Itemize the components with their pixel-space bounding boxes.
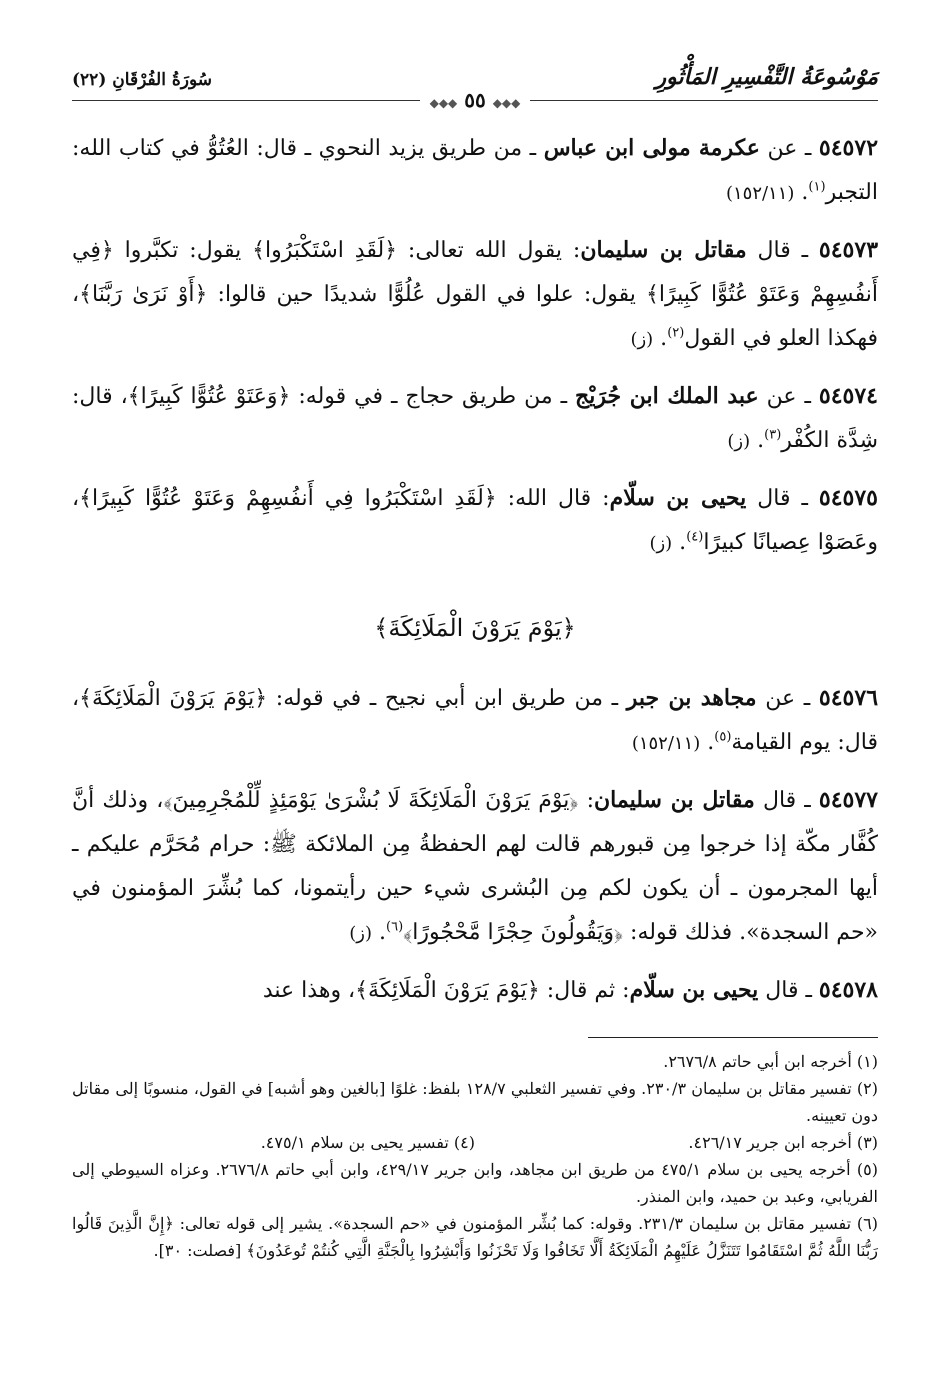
footnote-marker[interactable]: (٢): [667, 325, 685, 341]
footnote-marker[interactable]: (٤): [686, 529, 704, 545]
footnote-rule: [588, 1037, 878, 1038]
footnote: (٤) تفسير يحيى بن سلام ٤٧٥/١.: [260, 1133, 475, 1152]
footnote: (٦) تفسير مقاتل بن سليمان ٢٣١/٣. وقوله: كما بُشِّر المؤمنون في «حم السجدة». يشير إلى قوله تعالى: ﴿إِنَّ الَّذِينَ قَالُوا رَبُّنَا اللَّهُ ثُمَّ اسْتَقَامُوا تَتَنَزَّلُ عَلَيْهِمُ الْمَلَائِكَةُ أَلَّا تَخَافُوا وَلَا تَحْزَنُوا وَأَبْشِرُوا بِالْجَنَّةِ الَّتِي كُنتُمْ تُوعَدُونَ﴾ [فصلت: ٣٠].: [72, 1214, 879, 1260]
narrator-name: مجاهد بن جبر: [626, 685, 757, 711]
narrator-name: مقاتل بن سليمان: [580, 237, 747, 263]
athar-entry: ٥٤٥٧٦ ـ عن مجاهد بن جبر ـ من طريق ابن أبي نجيح ـ في قوله: ﴿يَوْمَ يَرَوْنَ الْمَلَائِكَةَ﴾، قال: يوم القيامة$^{(٥)}$. (١٥٢/١١): [72, 685, 879, 755]
volume-reference: (ز): [630, 329, 654, 350]
athar-entry: ٥٤٥٧٢ ـ عن عكرمة مولى ابن عباس ـ من طريق يزيد النحوي ـ قال: العُتُوُّ في كتاب الله: التجبر$^{(١)}$. (١٥٢/١١): [72, 135, 879, 205]
athar-entry: ٥٤٥٧٤ ـ عن عبد الملك ابن جُرَيْج ـ من طريق حجاج ـ في قوله: ﴿وَعَتَوْ عُتُوًّا كَبِيرًا﴾، قال: شِدَّة الكُفْر$^{(٣)}$. (ز): [72, 383, 878, 453]
page-header: [72, 50, 878, 112]
narrator-name: مقاتل بن سليمان: [594, 787, 755, 813]
athar-number: ٥٤٥٧٧: [818, 787, 878, 813]
ornament-icon: ◆◆◆: [429, 96, 458, 110]
athar-number: ٥٤٥٧٣: [818, 237, 879, 263]
footnotes: [72, 1048, 878, 1264]
narrator-name: يحيى بن سلّام: [609, 485, 747, 511]
athar-text: : ثم قال: ﴿يَوْمَ يَرَوْنَ الْمَلَائِكَةَ﴾، وهذا عند: [262, 978, 630, 1003]
footnote: (٣) أخرجه ابن جرير ٤٢٦/١٧.: [688, 1133, 878, 1152]
athar-text: : يقول الله تعالى: ﴿لَقَدِ اسْتَكْبَرُوا﴾ يقول: تكبَّروا ﴿فِي أَنفُسِهِمْ وَعَتَوْ عُتُوًّا كَبِيرًا﴾ يقول: علوا في القول عُلُوًّا شديدًا حين قالوا: ﴿أَوْ نَرَىٰ رَبَّنَا﴾، فهكذا العلو في القول: [72, 238, 878, 351]
volume-reference: (ز): [727, 431, 751, 452]
athar-text: ـ من طريق حجاج ـ في قوله: ﴿وَعَتَوْ عُتُوًّا كَبِيرًا﴾، قال: شِدَّة الكُفْر: [72, 384, 878, 453]
volume-reference: (ز): [649, 533, 673, 554]
narrator-name: عبد الملك ابن جُرَيْج: [575, 383, 759, 409]
surah-title: سُورَةُ الفُرْقَانِ (٢٢): [72, 70, 213, 90]
athar-text: : ﴿يَوْمَ يَرَوْنَ الْمَلَائِكَةَ لَا بُشْرَىٰ يَوْمَئِذٍ لِّلْمُجْرِمِينَ﴾، وذلك أنَّ كُفَّار مكّة إذا خرجوا مِن قبورهم قالت لهم الحفظةُ مِن الملائكة ﷺ: حرام مُحَرَّم عليكم ـ أيها المجرمون ـ أن يكون لكم مِن البُشرى شيء حين رأيتمونا، كما بُشِّرَ المؤمنون في «حم السجدة». فذلك قوله: ﴿وَيَقُولُونَ حِجْرًا مَّحْجُورًا﴾: [72, 788, 878, 945]
athar-text: ـ من طريق يزيد النحوي ـ قال: العُتُوُّ في كتاب الله: التجبر: [72, 136, 878, 205]
athar-entry: ٥٤٥٧٣ ـ قال مقاتل بن سليمان: يقول الله تعالى: ﴿لَقَدِ اسْتَكْبَرُوا﴾ يقول: تكبَّروا ﴿فِي أَنفُسِهِمْ وَعَتَوْ عُتُوًّا كَبِيرًا﴾ يقول: علوا في القول عُلُوًّا شديدًا حين قالوا: ﴿أَوْ نَرَىٰ رَبَّنَا﴾، فهكذا العلو في القول$^{(٢)}$. (ز): [72, 237, 879, 351]
athar-text: ـ من طريق ابن أبي نجيح ـ في قوله: ﴿يَوْمَ يَرَوْنَ الْمَلَائِكَةَ﴾، قال: يوم القيامة: [72, 686, 878, 755]
footnote-marker[interactable]: (٣): [764, 427, 782, 443]
ornament-icon: ◆◆◆: [492, 96, 521, 110]
footnote: (٢) تفسير مقاتل بن سليمان ٢٣٠/٣. وفي تفسير الثعلبي ١٢٨/٧ بلفظ: غلوًا [بالغين وهو أشبه] في القول، منسوبًا إلى مقاتل دون تعيينه.: [72, 1079, 878, 1125]
athar-entry: ٥٤٥٧٧ ـ قال مقاتل بن سليمان: ﴿يَوْمَ يَرَوْنَ الْمَلَائِكَةَ لَا بُشْرَىٰ يَوْمَئِذٍ لِّلْمُجْرِمِينَ﴾، وذلك أنَّ كُفَّار مكّة إذا خرجوا مِن قبورهم قالت لهم الحفظةُ مِن الملائكة ﷺ: حرام مُحَرَّم عليكم ـ أيها المجرمون ـ أن يكون لكم مِن البُشرى شيء حين رأيتمونا، كما بُشِّرَ المؤمنون في «حم السجدة». فذلك قوله: ﴿وَيَقُولُونَ حِجْرًا مَّحْجُورًا﴾$^{(٦)}$. (ز): [72, 787, 878, 945]
section-heading: ﴿يَوْمَ يَرَوْنَ الْمَلَائِكَةَ﴾: [374, 614, 576, 642]
athar-number: ٥٤٥٧٢: [818, 135, 879, 161]
main-text: [72, 126, 878, 1013]
page-number: ٥٥: [464, 88, 486, 112]
footnote-marker[interactable]: (٦): [386, 919, 404, 935]
athar-entry: ٥٤٥٧٨ ـ قال يحيى بن سلّام: ثم قال: ﴿يَوْمَ يَرَوْنَ الْمَلَائِكَةَ﴾، وهذا عند: [262, 977, 878, 1003]
volume-reference: (ز): [349, 923, 373, 944]
athar-number: ٥٤٥٧٨: [818, 977, 878, 1003]
volume-reference: (١٥٢/١١): [631, 733, 701, 754]
athar-entry: ٥٤٥٧٥ ـ قال يحيى بن سلّام: قال الله: ﴿لَقَدِ اسْتَكْبَرُوا فِي أَنفُسِهِمْ وَعَتَوْ عُتُوًّا كَبِيرًا﴾، وعَصَوْا عِصيانًا كبيرًا$^{(٤)}$. (ز): [72, 485, 878, 555]
narrator-name: عكرمة مولى ابن عباس: [543, 135, 760, 161]
book-page: [72, 50, 878, 1370]
athar-number: ٥٤٥٧٦: [818, 685, 879, 711]
athar-number: ٥٤٥٧٤: [818, 383, 878, 409]
book-title: مَوْسُوعَةُ التَّفْسِيرِ المَأْثُورِ: [655, 64, 878, 90]
footnote: (١) أخرجه ابن أبي حاتم ٢٦٧٦/٨.: [663, 1052, 878, 1071]
athar-text: : قال الله: ﴿لَقَدِ اسْتَكْبَرُوا فِي أَنفُسِهِمْ وَعَتَوْ عُتُوًّا كَبِيرًا﴾، وعَصَوْا عِصيانًا كبيرًا: [72, 486, 878, 555]
volume-reference: (١٥٢/١١): [725, 183, 795, 204]
footnote-marker[interactable]: (١): [808, 179, 826, 195]
footnote: (٥) أخرجه يحيى بن سلام ٤٧٥/١ من طريق ابن مجاهد، وابن جرير ٤٢٩/١٧، وابن أبي حاتم ٢٦٧٦/٨. وعزاه السيوطي إلى الفريابي، وعبد بن حميد، وابن المنذر.: [72, 1160, 878, 1206]
footnote-row: [72, 1129, 878, 1156]
footnote-marker[interactable]: (٥): [714, 729, 732, 745]
athar-number: ٥٤٥٧٥: [818, 485, 878, 511]
narrator-name: يحيى بن سلّام: [629, 977, 759, 1003]
